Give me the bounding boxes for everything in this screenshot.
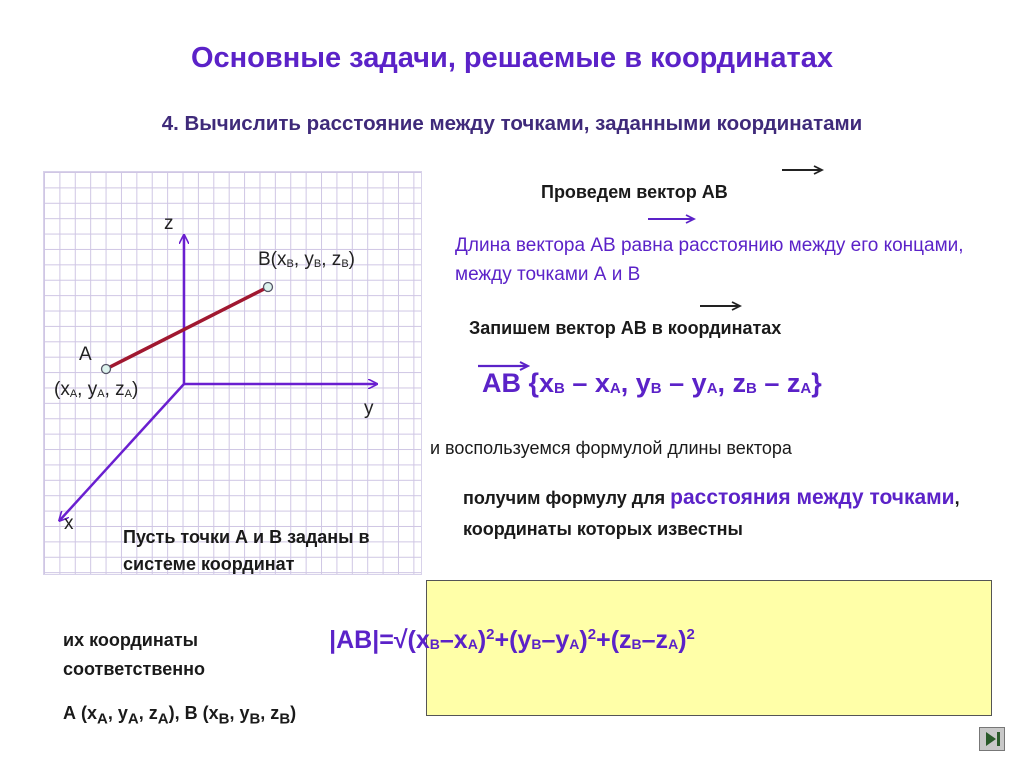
x-axis xyxy=(60,384,184,520)
next-slide-button[interactable] xyxy=(979,727,1005,751)
point-b-coords: $B(x_B$, $y_B$, $z_B$) xyxy=(258,249,355,270)
step4-text: и воспользуемся формулой длины вектора xyxy=(430,438,792,458)
coords-line: А ($x_A$, $y_A$, $z_A$), В ($x_B$, $y_B$, $z_B$) xyxy=(63,703,297,728)
point-a xyxy=(102,365,111,374)
play-next-icon xyxy=(980,728,1004,750)
vector-arrow-icon xyxy=(478,360,530,372)
vector-coords: AB {$x_B - x_A$, $y_B - y_A$, $z_B - z_A$} xyxy=(482,368,822,398)
vector-arrow-icon xyxy=(700,300,742,312)
distance-formula: $|AB|=√(x_B-x_A)^2+(y_B-y_A)^2+(z_B-z_A)^2$ xyxy=(329,626,695,654)
step2-text: Длина вектора АВ равна расстоянию между его концами, между точками А и В xyxy=(455,235,964,285)
y-axis-label: y xyxy=(364,398,374,419)
point-b-label xyxy=(258,249,355,271)
vector-arrow-icon xyxy=(648,213,696,225)
z-axis-label: z xyxy=(164,213,174,234)
x-axis-label: x xyxy=(64,513,74,534)
point-b xyxy=(264,283,273,292)
slide-subtitle: 4. Вычислить расстояние между точками, заданными координатами xyxy=(161,112,863,135)
step1-text: Проведем вектор АВ xyxy=(541,182,728,202)
their-coords-text: их координаты соответственно xyxy=(63,630,205,679)
let-points-text: Пусть точки А и В заданы в системе координат xyxy=(123,527,370,574)
step3-text: Запишем вектор АВ в координатах xyxy=(469,318,782,338)
step5-text: получим формулу для расстояния между точками, координаты которых известны xyxy=(463,486,960,539)
slide-title: Основные задачи, решаемые в координатах xyxy=(190,42,834,74)
vector-arrow-icon xyxy=(782,164,824,176)
point-a-coords: ($x_A$, $y_A$, $z_A$) xyxy=(54,379,139,400)
point-a-name: A xyxy=(79,344,92,365)
vector-ab xyxy=(106,287,268,369)
